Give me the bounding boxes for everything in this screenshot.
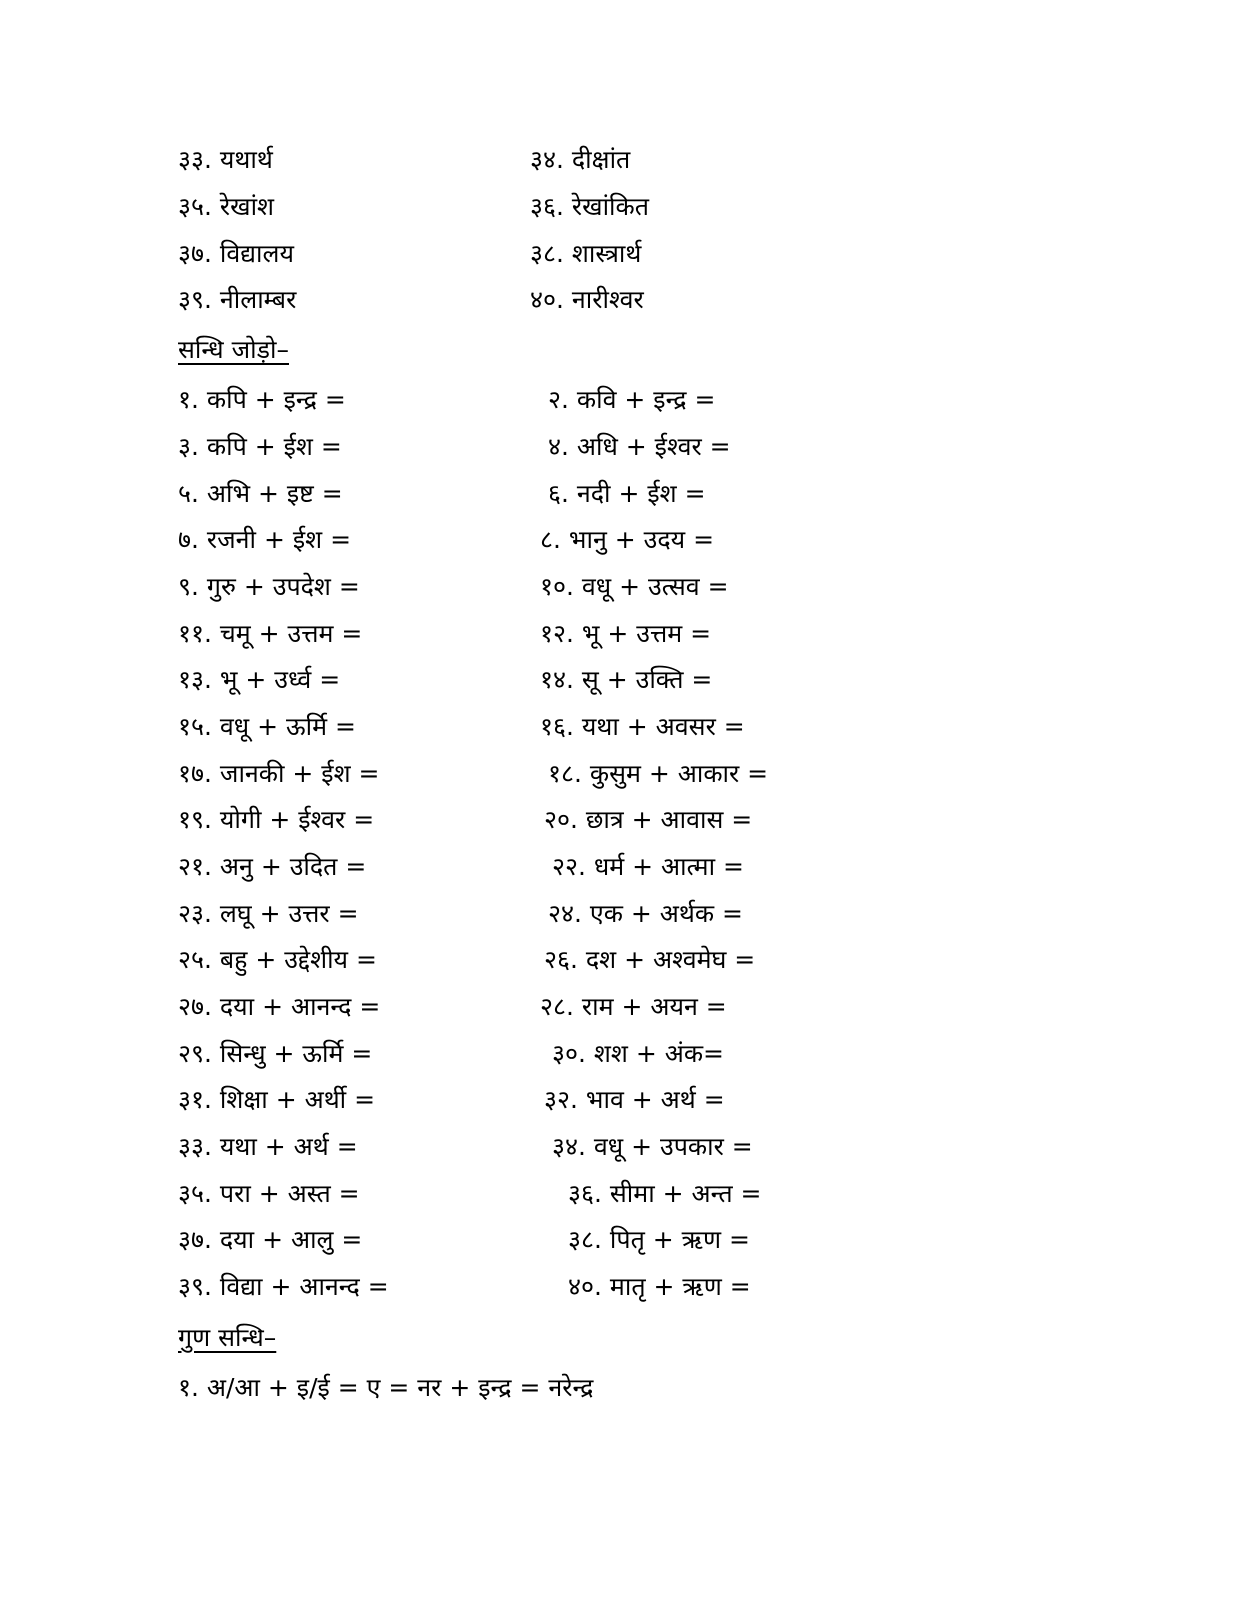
join-item: ३३. यथा + अर्थ =: [178, 1132, 358, 1161]
join-item: २५. बहु + उद्देशीय =: [178, 945, 377, 974]
join-item: २४. एक + अर्थक =: [548, 899, 743, 928]
join-item: ६. नदी + ईश =: [548, 479, 706, 508]
join-item: ४०. मातृ + ऋण =: [568, 1272, 751, 1301]
join-item: ४. अधि + ईश्वर =: [548, 432, 731, 461]
join-item: ९. गुरु + उपदेश =: [178, 572, 360, 601]
top-item-33: ३३. यथार्थ: [178, 145, 273, 174]
join-item: १०. वधू + उत्सव =: [540, 572, 729, 601]
join-item: २. कवि + इन्द्र =: [548, 385, 716, 414]
join-item: १९. योगी + ईश्वर =: [178, 805, 375, 834]
top-item-40: ४०. नारीश्वर: [530, 285, 644, 314]
section-heading-join: सन्धि जोड़ो–: [178, 335, 289, 364]
join-item: ३७. दया + आलु =: [178, 1225, 363, 1254]
top-item-34: ३४. दीक्षांत: [530, 145, 631, 174]
join-item: ३२. भाव + अर्थ =: [544, 1085, 725, 1114]
join-item: २२. धर्म + आत्मा =: [552, 852, 744, 881]
join-item: २०. छात्र + आवास =: [544, 805, 753, 834]
join-item: ७. रजनी + ईश =: [178, 525, 352, 554]
join-item: ३६. सीमा + अन्त =: [568, 1179, 762, 1208]
top-item-37: ३७. विद्यालय: [178, 239, 294, 268]
join-item: ३५. परा + अस्त =: [178, 1179, 360, 1208]
join-item: १७. जानकी + ईश =: [178, 759, 380, 788]
join-item: ३. कपि + ईश =: [178, 432, 342, 461]
join-item: २९. सिन्धु + ऊर्मि =: [178, 1039, 373, 1068]
join-item: २७. दया + आनन्द =: [178, 992, 381, 1021]
join-item: ८. भानु + उदय =: [540, 525, 715, 554]
join-item: १. कपि + इन्द्र =: [178, 385, 346, 414]
top-item-35: ३५. रेखांश: [178, 192, 275, 221]
join-item: १५. वधू + ऊर्मि =: [178, 712, 356, 741]
top-item-38: ३८. शास्त्रार्थ: [530, 239, 642, 268]
join-item: ३१. शिक्षा + अर्थी =: [178, 1085, 376, 1114]
top-item-36: ३६. रेखांकित: [530, 192, 649, 221]
join-item: ३८. पितृ + ऋण =: [568, 1225, 750, 1254]
join-item: ११. चमू + उत्तम =: [178, 619, 363, 648]
join-item: २३. लघू + उत्तर =: [178, 899, 359, 928]
join-item: १३. भू + उर्ध्व =: [178, 665, 341, 694]
join-item: ३९. विद्या + आनन्द =: [178, 1272, 389, 1301]
join-item: १८. कुसुम + आकार =: [548, 759, 769, 788]
join-item: २६. दश + अश्वमेघ =: [544, 945, 756, 974]
guna-rule-line: १. अ/आ + इ/ई = ए = नर + इन्द्र = नरेन्द्र: [178, 1373, 594, 1402]
join-item: ३०. शश + अंक=: [552, 1039, 724, 1068]
join-item: ३४. वधू + उपकार =: [552, 1132, 753, 1161]
section-heading-guna: गुण सन्धि–: [178, 1323, 277, 1352]
join-item: ५. अभि + इष्ट =: [178, 479, 343, 508]
top-item-39: ३९. नीलाम्बर: [178, 285, 297, 314]
join-item: २१. अनु + उदित =: [178, 852, 367, 881]
join-item: १२. भू + उत्तम =: [540, 619, 712, 648]
join-item: १६. यथा + अवसर =: [540, 712, 745, 741]
join-item: १४. सू + उक्ति =: [540, 665, 713, 694]
join-item: २८. राम + अयन =: [540, 992, 727, 1021]
